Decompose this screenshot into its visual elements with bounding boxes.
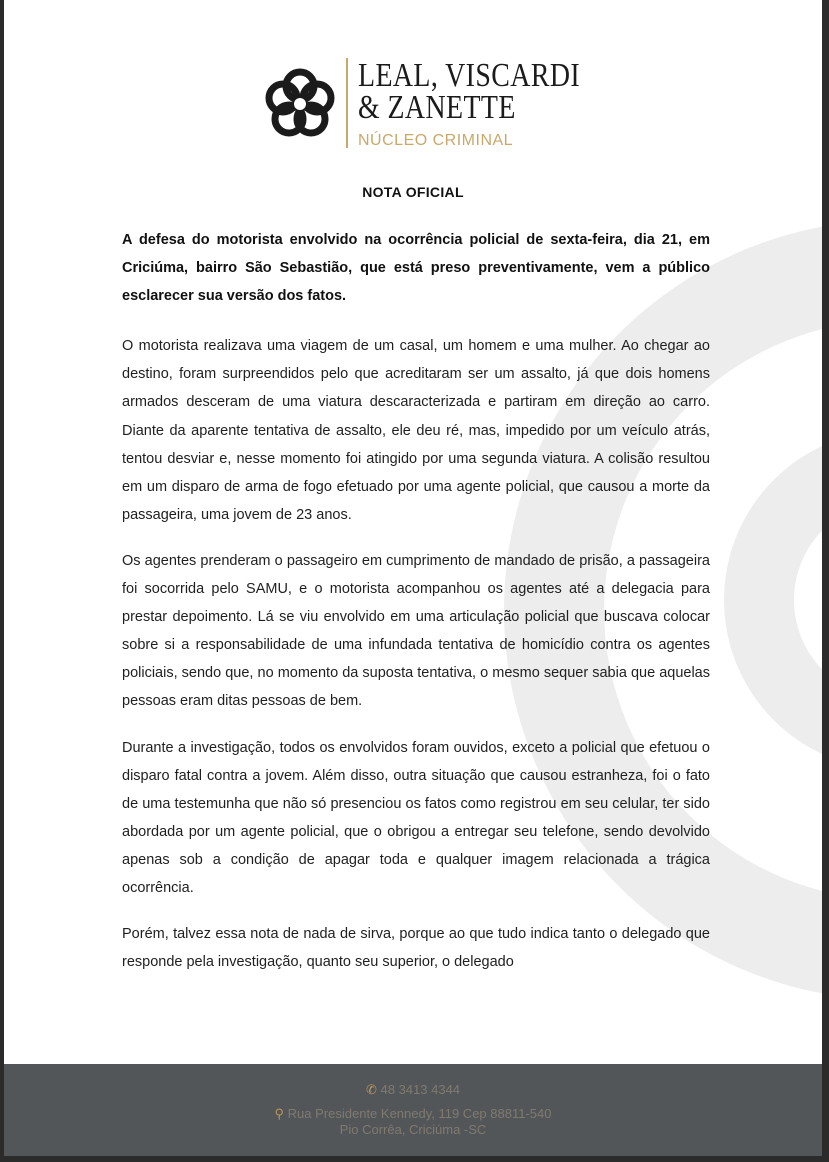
firm-logo [260, 58, 580, 150]
phone-icon: ✆ [365, 1082, 377, 1097]
body-paragraph: Os agentes prenderam o passageiro em cumprimento de mandado de prisão, a passageira foi socorrida pelo SAMU, e o motorista acompanhou os agentes até a delegacia para prestar depoimento. Lá se viu envolvido em uma articulação policial que buscava colocar sobre si a responsabilidade de uma infundada tentativa de homicídio contra os agentes policiais, sendo que, no momento da suposta tentativa, o mesmo sequer sabia que aquelas pessoas eram ditas pessoas de bem. [122, 552, 710, 710]
document-body [122, 226, 710, 994]
location-pin-icon: ⚲ [274, 1106, 285, 1121]
page-footer [4, 1064, 822, 1156]
body-paragraph: Durante a investigação, todos os envolvidos foram ouvidos, exceto a policial que efetuou o disparo fatal contra a jovem. Além disso, outra situação que causou estranheza, foi o fato de uma testemunha que não só presenciou os fatos como registrou em seu celular, ter sido abordada por um agente policial, que o obrigou a entregar seu telefone, sendo devolvido apenas sob a condição de apagar toda e qualquer imagem relacionada a trágica ocorrência. [122, 739, 710, 896]
document-page [4, 0, 822, 1156]
footer-phone [4, 1082, 822, 1098]
logo-subtitle: NÚCLEO CRIMINAL [358, 132, 514, 149]
footer-address [4, 1106, 822, 1138]
body-paragraph: O motorista realizava uma viagem de um casal, um homem e uma mulher. Ao chegar ao destino, foram surpreendidos pelo que acreditaram ser um assalto, já que dois homens armados desceram de uma viatura descaracterizada e partiram em direção ao carro. Diante da aparente tentativa de assalto, ele deu ré, mas, impedido por um veículo atrás, tentou desviar e, nesse momento foi atingido por uma segunda viatura. A colisão resultou em um disparo de arma de fogo efetuado por uma agente policial, que causou a morte da passageira, uma jovem de 23 anos. [122, 338, 710, 523]
address-line-2: Pio Corrêa, Criciúma -SC [339, 1122, 487, 1137]
logo-divider [346, 58, 348, 148]
logo-wordmark [358, 57, 629, 150]
flower-emblem-icon [260, 64, 340, 144]
phone-number: 48 3413 4344 [380, 1082, 461, 1097]
lead-paragraph: A defesa do motorista envolvido na ocorrência policial de sexta-feira, dia 21, em Criciúma, bairro São Sebastião, que está preso preventivamente, vem a público esclarecer sua versão dos fatos. [122, 232, 710, 305]
logo-line-2: & ZANETTE [358, 89, 516, 126]
body-paragraph: Porém, talvez essa nota de nada de sirva, porque ao que tudo indica tanto o delegado que responde pela investigação, quanto seu superior, o delegado [122, 926, 710, 971]
document-title: NOTA OFICIAL [362, 184, 464, 200]
logo-line-1: LEAL, VISCARDI [358, 57, 581, 94]
address-line-1: Rua Presidente Kennedy, 119 Cep 88811-540 [287, 1106, 552, 1121]
